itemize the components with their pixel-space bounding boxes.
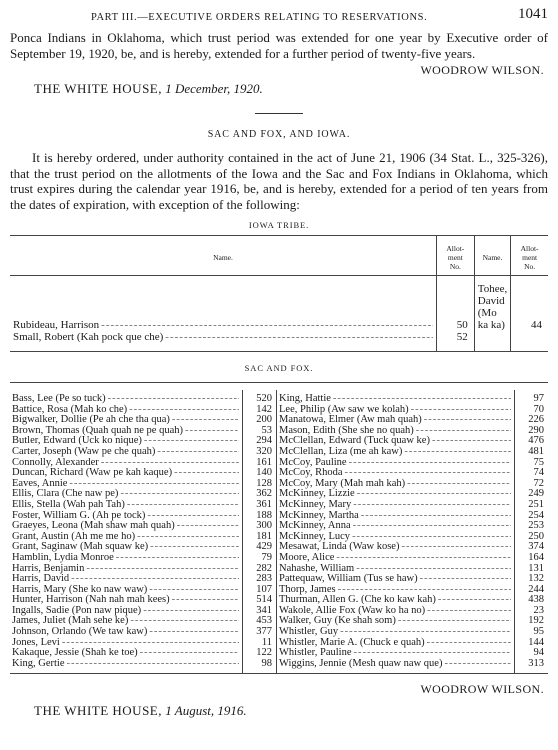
allottee-name xyxy=(474,331,510,352)
list-item-number: 72 xyxy=(533,477,544,489)
list-item-name: Graeyes, Leona (Mah shaw mah quah) ----- xyxy=(12,521,239,532)
list-item-number: 251 xyxy=(528,498,544,510)
list-item-number: 514 xyxy=(256,594,272,606)
list-item-name: Grant, Austin (Ah me me ho) ----- xyxy=(12,532,239,543)
list-item-name: Brown, Thomas (Quah quah ne pe quah) ----- xyxy=(12,426,239,437)
page-number: 1041 xyxy=(518,6,548,22)
sac-and-fox-allotment-list xyxy=(10,390,548,674)
closing-dateline xyxy=(10,703,548,719)
list-item-name: Hunter, Harrison (Nah nah mah kees) ----- xyxy=(12,595,239,606)
list-item-name: Harris, Benjamin ----- xyxy=(12,564,239,575)
list-item-number: 290 xyxy=(528,424,544,436)
dateline-date: 1 December, 1920. xyxy=(165,81,263,96)
list-item-name: McClellan, Liza (me ah kaw) ----- xyxy=(279,447,511,458)
list-item-number: 341 xyxy=(256,604,272,616)
running-header xyxy=(10,6,548,30)
column-header-allotment: Allot- ment No. xyxy=(436,236,474,276)
list-item-name: Mason, Edith (She she no quah) ----- xyxy=(279,426,511,437)
list-item-number: 362 xyxy=(256,488,272,500)
list-item-name: King, Hattie ----- xyxy=(279,394,511,405)
dateline xyxy=(10,81,548,97)
list-item-name: Hamblin, Lydia Monroe ----- xyxy=(12,553,239,564)
list-item-number: 75 xyxy=(533,456,544,468)
list-item-name: Ellis, Stella (Wah pah Tah) ----- xyxy=(12,500,239,511)
document-page xyxy=(10,6,548,719)
list-item-number: 70 xyxy=(533,403,544,415)
list-item-number: 11 xyxy=(261,636,272,648)
allotment-number xyxy=(511,331,548,352)
list-item-number: 53 xyxy=(261,424,272,436)
list-item-number: 374 xyxy=(528,541,544,553)
list-item-number: 282 xyxy=(256,562,272,574)
list-item-name: Butler, Edward (Uck ko nique) ----- xyxy=(12,436,239,447)
list-item-number: 476 xyxy=(528,435,544,447)
list-item-name: Kakaque, Jessie (Shah ke toe) ----- xyxy=(12,648,239,659)
list-item-name: Grant, Saginaw (Mah squaw ke) ----- xyxy=(12,542,239,553)
list-item-name: Wakole, Allie Fox (Waw ko ha no) ----- xyxy=(279,606,511,617)
name-column xyxy=(277,390,514,673)
dateline-place: THE WHITE HOUSE, xyxy=(34,81,162,96)
list-item-name: Foster, William G. (Ah pe tock) ----- xyxy=(12,511,239,522)
list-item-name: McKinney, Lizzie ----- xyxy=(279,489,511,500)
list-item-name: Bigwalker, Dollie (Pe ah che tha qua) ----- xyxy=(12,415,239,426)
closing-dateline-place: THE WHITE HOUSE, xyxy=(34,703,162,719)
list-item-name: McCoy, Rhoda ----- xyxy=(279,468,511,479)
list-item-name: Mesawat, Linda (Waw kose) ----- xyxy=(279,542,511,553)
list-item-name: Whistler, Marie A. (Chuck e quah) ----- xyxy=(279,638,511,649)
allotment-number: 52 xyxy=(436,331,474,352)
list-item-number: 140 xyxy=(256,467,272,479)
list-item-name: McCoy, Mary (Mah mah kah) ----- xyxy=(279,479,511,490)
list-item-name: Harris, David ----- xyxy=(12,574,239,585)
list-item-number: 250 xyxy=(528,530,544,542)
list-item-name: Lee, Philip (Aw saw we kolah) ----- xyxy=(279,405,511,416)
list-item-number: 320 xyxy=(256,445,272,457)
list-item-number: 181 xyxy=(256,530,272,542)
list-column-left xyxy=(10,390,277,673)
list-item-name: McClellan, Edward (Tuck quaw ke) ----- xyxy=(279,436,511,447)
list-item-number: 429 xyxy=(256,541,272,553)
list-item-number: 142 xyxy=(256,403,272,415)
list-item-number: 74 xyxy=(533,467,544,479)
list-item-name: McKinney, Lucy ----- xyxy=(279,532,511,543)
list-item-number: 192 xyxy=(528,615,544,627)
list-item-name: McKinney, Martha ----- xyxy=(279,511,511,522)
sac-and-fox-heading: SAC AND FOX. xyxy=(10,363,548,383)
order-paragraph: It is hereby ordered, under authority contained in the act of June 21, 1906 (34 Stat. L., 325-326), that the trust period on the allotments of the Iowa and the Sac and Fox Indians in Oklahoma, which trust expires during the calendar year 1916, be, and is hereby, extended for a period of ten years from the dates of expiration, with exception of the following: xyxy=(10,150,548,212)
list-item-name: Manatowa, Elmer (Aw mah quah) ----- xyxy=(279,415,511,426)
list-item-name: Moore, Alice ----- xyxy=(279,553,511,564)
section-divider xyxy=(255,113,303,114)
iowa-allotment-table xyxy=(10,235,548,352)
signature: WOODROW WILSON. xyxy=(420,63,544,77)
column-header-name: Name. xyxy=(10,236,436,276)
list-item-number: 254 xyxy=(528,509,544,521)
list-item-name: Battice, Rosa (Mah ko che) ----- xyxy=(12,405,239,416)
list-item-name: Jones, Levi ----- xyxy=(12,638,239,649)
allotment-number: 44 xyxy=(531,319,542,331)
list-item-number: 253 xyxy=(528,520,544,532)
list-item-number: 244 xyxy=(528,583,544,595)
list-item-number: 131 xyxy=(528,562,544,574)
list-item-name: McCoy, Pauline ----- xyxy=(279,458,511,469)
column-header-name-2: Name. xyxy=(474,236,510,276)
list-item-name: Eaves, Annie ----- xyxy=(12,479,239,490)
allotment-number-column xyxy=(514,390,548,673)
closing-dateline-date: 1 August, 1916. xyxy=(165,703,247,719)
list-item-name: McKinney, Mary ----- xyxy=(279,500,511,511)
list-item-number: 164 xyxy=(528,551,544,563)
list-item-number: 161 xyxy=(256,456,272,468)
list-item-number: 226 xyxy=(528,414,544,426)
list-item-number: 294 xyxy=(256,435,272,447)
list-item-number: 128 xyxy=(256,477,272,489)
list-item-number: 361 xyxy=(256,498,272,510)
table-row xyxy=(10,331,548,352)
list-item-number: 188 xyxy=(256,509,272,521)
list-item-name: Connolly, Alexander ----- xyxy=(12,458,239,469)
list-item-name: Whistler, Pauline ----- xyxy=(279,648,511,659)
allottee-name: Tohee, David (Mo ka ka) xyxy=(474,276,510,332)
list-item-name: McKinney, Anna ----- xyxy=(279,521,511,532)
list-item-number: 200 xyxy=(256,414,272,426)
list-item-number: 23 xyxy=(533,604,544,616)
list-item-number: 107 xyxy=(256,583,272,595)
list-item-number: 377 xyxy=(256,626,272,638)
allotment-number-column xyxy=(242,390,277,673)
list-item-name: Walker, Guy (Ke shah som) ----- xyxy=(279,616,511,627)
list-item-name: King, Gertie ----- xyxy=(12,659,239,670)
list-item-name: Nahashe, William ----- xyxy=(279,564,511,575)
list-item-name: Ingalls, Sadie (Pon naw pique) ----- xyxy=(12,606,239,617)
table-row xyxy=(10,276,548,332)
allotment-number: 50 xyxy=(436,276,474,332)
list-item-number: 313 xyxy=(528,657,544,669)
list-item-name: Thorp, James ----- xyxy=(279,585,511,596)
list-item-number: 481 xyxy=(528,445,544,457)
list-item-number: 453 xyxy=(256,615,272,627)
list-column-right xyxy=(277,390,548,673)
list-item-number: 95 xyxy=(533,626,544,638)
list-item-name: Ellis, Clara (Che naw pe) ----- xyxy=(12,489,239,500)
list-item-number: 438 xyxy=(528,594,544,606)
list-item-name: Pattequaw, William (Tus se haw) ----- xyxy=(279,574,511,585)
list-item-number: 98 xyxy=(261,657,272,669)
iowa-tribe-heading: IOWA TRIBE. xyxy=(248,220,310,230)
list-item-number: 144 xyxy=(528,636,544,648)
list-item-number: 132 xyxy=(528,573,544,585)
list-item-number: 122 xyxy=(256,647,272,659)
allottee-name: Rubideau, Harrison ----- xyxy=(10,276,436,332)
list-item-number: 97 xyxy=(533,393,544,404)
list-item-number: 283 xyxy=(256,573,272,585)
list-item-name: Thurman, Allen G. (Che ko kaw kah) ----- xyxy=(279,595,511,606)
list-item-number: 520 xyxy=(256,393,272,404)
list-item-number: 300 xyxy=(256,520,272,532)
section-heading: SAC AND FOX, AND IOWA. xyxy=(207,129,351,140)
closing-signature: WOODROW WILSON. xyxy=(420,682,544,697)
list-item-name: James, Juliet (Mah sehe ke) ----- xyxy=(12,616,239,627)
allottee-name: Small, Robert (Kah pock que che) ----- xyxy=(10,331,436,352)
continuation-paragraph: Ponca Indians in Oklahoma, which trust period was extended for one year by Executive order of September 19, 1920, be, and is hereby, extended for a further period of twenty-five years. xyxy=(10,30,548,61)
running-header-title: PART III.—EXECUTIVE ORDERS RELATING TO RESERVATIONS. xyxy=(91,12,428,23)
name-column xyxy=(10,390,242,673)
list-item-name: Wiggins, Jennie (Mesh quaw naw que) ----- xyxy=(279,659,511,670)
list-item-name: Bass, Lee (Pe so tuck) ----- xyxy=(12,394,239,405)
list-item-name: Carter, Joseph (Waw pe che quah) ----- xyxy=(12,447,239,458)
list-item-number: 79 xyxy=(261,551,272,563)
list-item-name: Duncan, Richard (Waw pe kah kaque) ----- xyxy=(12,468,239,479)
list-item-number: 249 xyxy=(528,488,544,500)
list-item-name: Johnson, Orlando (We taw kaw) ----- xyxy=(12,627,239,638)
list-item-number: 94 xyxy=(533,647,544,659)
list-item-name: Harris, Mary (She ko naw waw) ----- xyxy=(12,585,239,596)
column-header-allotment-2: Allot- ment No. xyxy=(511,236,548,276)
list-item-name: Whistler, Guy ----- xyxy=(279,627,511,638)
